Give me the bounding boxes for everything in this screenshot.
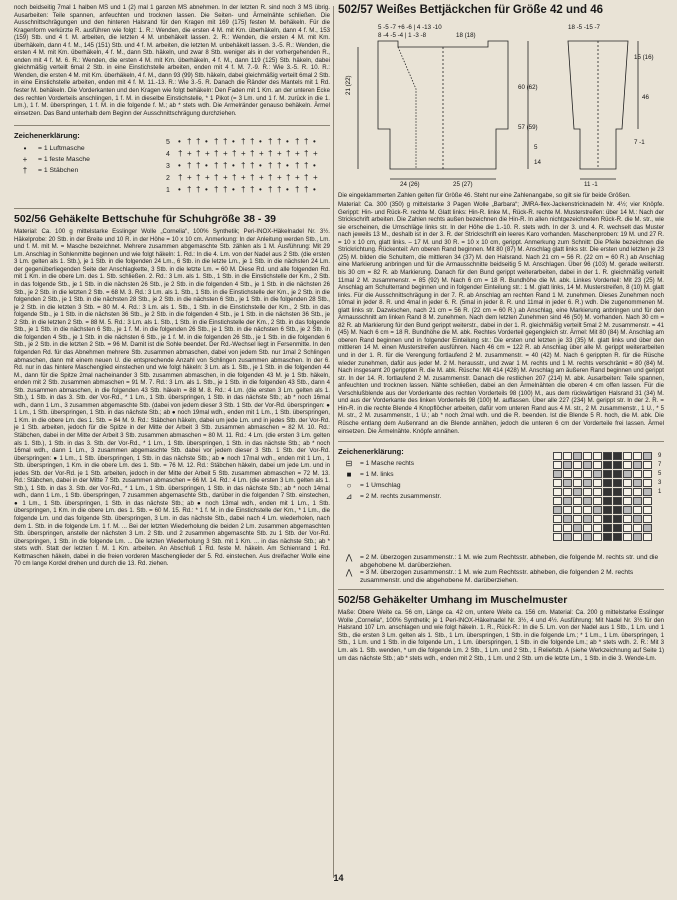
umhang-instructions: Maße: Obere Weite ca. 56 cm, Länge ca. 42 cm, untere Weite ca. 156 cm. Material: Ca. 200 g mittelstarke Esslinger Wolle „Cornelia“, 100% Synthetik; je 1 Peri-INOX-Häkelnadel Nr. 3½, 4 und 4½. Ausführung: Mit Nadel Nr. 3½ für den Halsrand 107 Lm. anschlagen und wie folgt häkeln. 1. R., Rück-R.: In die 5. Lm. von der Nadel aus 1 Stb., 1 Lm. und 1 Stb., die ersten 3 Lm. gelten als 1. Stb., 1 Lm. überspringen, 1 Stb. in die folgende Lm.; * 1 Lm., 1 Lm. überspringen, 1 Stb., 1 Lm. und 1 Stb. in die folgende Lm., 1 Lm. überspringen, 1 Stb. in die folgende Lm.; ab * stets wdh. 2. R.: Mit 3 Lm. als 1. Stb. wenden, * um die folgende Lm. 2 Stb., 1 Lm. und 2 Stb., 1 Reliefstb. A (siehe Werkzeichnung auf Seite 1) um das nächste Stb.; ab * stets wdh., enden mit 2 Stb., 1 Lm. und 2 Stb. um die letzte Lm., 1 Stb. in die 3. Wende-Lm. [338, 609, 664, 662]
stitch-mark: • [232, 137, 235, 147]
stitch-mark: + [187, 149, 192, 159]
legend-chain-stitch: • = 1 Luftmasche [14, 144, 330, 155]
stitch-mark: † [187, 161, 192, 171]
stitch-mark: • [232, 185, 235, 195]
chart-cell [563, 470, 572, 478]
chart-cell [583, 533, 592, 541]
row-label: 2 [166, 175, 170, 183]
chart-cell [563, 524, 572, 532]
chart-cell [643, 470, 652, 478]
chart-cell [583, 479, 592, 487]
stitch-mark: † [214, 185, 219, 195]
chart-cell [593, 452, 602, 460]
stitch-mark: † [187, 185, 192, 195]
chart-cell [573, 515, 582, 523]
yarn-over-icon: ○ [346, 480, 352, 490]
schematic-label: 57 (59) [518, 124, 538, 131]
stitch-mark: † [223, 137, 228, 147]
stitch-mark: † [178, 149, 183, 159]
stitch-mark: + [205, 149, 210, 159]
stitch-mark: † [241, 137, 246, 147]
chart-cell [613, 452, 622, 460]
chart-cell [643, 488, 652, 496]
stitch-mark: † [241, 185, 246, 195]
stitch-mark: + [295, 173, 300, 183]
stitch-mark: † [286, 173, 291, 183]
legend-sk2p: ⋀ = 3 M. überzogen zusammenstr.: 1 M. wie zum Rechtsstr. abheben, die folgenden 2 M. rechts zusammenstr. und die abgehobene M. darüberziehen. [338, 569, 664, 584]
stitch-mark: † [295, 137, 300, 147]
chart-cell [633, 452, 642, 460]
legend-title: Zeichenerklärung: [338, 447, 404, 457]
chart-cell [623, 533, 632, 541]
schematic-label: 21 (22) [345, 75, 352, 95]
chart-cell [573, 488, 582, 496]
stitch-mark: • [259, 137, 262, 147]
chart-cell [603, 506, 612, 514]
stitch-mark: † [304, 173, 309, 183]
stitch-mark: † [268, 185, 273, 195]
chart-cell [583, 452, 592, 460]
chart-cell [633, 479, 642, 487]
stitch-mark: + [259, 173, 264, 183]
stitch-mark: + [223, 173, 228, 183]
chart-cell [613, 488, 622, 496]
stitch-mark: • [286, 137, 289, 147]
stitch-mark: • [178, 161, 181, 171]
jacket-schematic [338, 19, 664, 189]
crochet-diagram [164, 134, 324, 196]
bettschuhe-instructions: Material: Ca. 100 g mittelstarke Esslinger Wolle „Cornelia“, 100% Synthetik; Peri-INOX-Häkelnadel Nr. 3½. Häkelprobe: 20 Stb. in der Breite und 10 R. in der Höhe = 10 x 10 cm. Anmerkung: In der Anleitung werden Stb., Lm. und f. M. mit M. = Masche bezeichnet. Mehrere zusammen abgemaschte Stb. zählen als 1 M. Ausführung: Mit 29 Lm. Anschlag in Sohlenmitte beginnen und wie folgt häkeln: 1. Rd.: In die 4. Lm. von der Nadel aus 2 Stb. (die ersten 3 Lm. gelten als 1. Stb.), je 1 Stb. in die folgenden 24 Lm., 6 Stb. in die letzte Lm., je 1 Stb. in die nächsten 24 Lm. der gegenüberliegenden Seite der Anschlagkette, 3 Stb. in die letzte Lm. = 60 M. Diese Rd. und alle folgenden Rd. mit 1 Km. in die obere Lm. des 1. Stb. schließen. 2. Rd.: 3 Lm. als 1. Stb., 1 Stb. in die Einstichstelle der Km., 2 Stb. in das folgende Stb., je 1 Stb. in die nächsten 26 Stb., je 2 Stb. in die folgenden 4 Stb., je 1 Stb. in die nächsten 26 Stb., je 2 Stb. in die letzten 2 Stb. = 68 M. 3. Rd.: 3 Lm. als 1. Stb., 1 Stb. in die Einstichstelle der Km., je 2 Stb. in die folgenden 2 Stb., je 1 Stb. in die nächsten 28 Stb., je 2 Stb. in die nächsten 6 Stb., je 1 Stb. in die folgenden 28 Stb., je 2 Stb. in die letzten 3 Stb. = 80 M. 4. Rd.: 3 Lm. als 1. Stb., 1 Stb. in die Einstichstelle der Km., 2 Stb. in das folgende Stb., je 1 Stb. in die nächsten 36 Stb., je 2 Stb. in die folgenden 4 Stb., je 1 Stb. in die nächsten 36 Stb., je 2 Stb. in die letzten 2 Stb. = 88 M. 5. Rd.: 3 Lm. als 1. Stb., 1 Stb. in die Einstichstelle der Km., 2 Stb. in das folgende Stb., je 1 Stb. in die nächsten 6 Stb., je 1 f. M. in die folgenden 26 Stb., je 1 Stb. in die nächsten 6 Stb., je 2 Stb. in die folgenden 4 Stb., je 1 Stb. in die nächsten 6 Stb., je 1 f. M. in die folgenden 26 Stb., je 1 Stb. in die folgenden 6 Stb., je 2 Stb. in die letzten 2 Stb. = 96 M. Damit ist die Sohle beendet. Der Rd.-Wechsel liegt in Fersenmitte. In den folgenden Rd. für das Abnehmen mehrere Stb. zusammen abmaschen, dabei von jedem Stb. nur 1mal 2 Schlingen abmaschen, dann mit einem neuen U. die entsprechende Anzahl von Schlingen zusammen abmaschen. In der 6. Rd. nur in das hintere Maschenglied einstechen und wie folgt häkeln: 3 Lm. als 1. Stb., je 1 Stb. in die folgenden 44 M., dann für die Spitze 2mal nacheinander 3 Stb. zusammen abmaschen, in die folgenden 43 M. je 1 Stb. häkeln, enden mit 2 Stb. zusammen abmaschen = 91 M. 7. Rd.: 3 Lm. als 1. Stb., je 1 Stb. in die folgenden 43 Stb., dann 4 Stb. zusammen abmaschen, in die folgenden 43 Stb. häkeln = 88 M. 8. Rd.: 4 Lm. (die ersten 3 Lm. gelten als 1. Stb.), 1 Stb. in das 3. Stb. der Vor-Rd., * 1 Lm., 1 Stb. überspringen, 1 Stb. in das nächste Stb.; ab * noch 16mal wdh., dann 1 Lm., 3 zusammen abgemaschte Stb. (dabei von jedem dieser 3 Stb. 1 Stb. der Vor-Rd. überspringen: ● 1 Lm., 1 Stb. überspringen, 1 Stb. in das nächste Stb.; ab ● noch 19mal wdh., enden mit 1 Lm., 1 Stb. überspringen, 1 Km. in die obere Lm. des 1. Stb. = 84 M. 9. Rd.: Stäbchen häkeln, dabei um jede Lm. und in jedes Stb. der Vor-Rd. je 1 Stb. arbeiten, jedoch für die Spitze in der Mitte der Arbeit 3 Stb. zusammen abmaschen = 82 M. 10. Rd.: Stäbchen, dabei in der Mitte der Arbeit 3 Stb. zusammen abmaschen = 80 M. 11. Rd.: 4 Lm. (die ersten 3 Lm. gelten als 1. Stb.), 1 Stb. in das 3. Stb. der Vor-Rd., * 1 Lm., 1 Stb. überspringen, 1 Stb. in das nächste Stb.; ab * noch 16mal wdh., dann 1 Lm., 3 zusammen abgemaschte Stb. dabei vor jedem dieser 3 Stb. 1 Stb. der Vor-Rd. überspringen: ● 1 Lm., 1 Stb. überspringen, 1 Stb. in das nächste Stb.; ab ● noch 17mal wdh., enden mit 1 Lm., 1 Stb. überspringen, 1 Km. in die obere Lm. des 1. Stb. = 76 M. 12. Rd.: Stäbchen häkeln, dabei um jede Lm. und in jedes Stb. der Vor-Rd. je 1 Stb. arbeiten, jedoch in der Mitte der Arbeit 5 Stb. zusammen abmaschen = 72 M. 13. Rd.: Stäbchen, dabei in der Mitte 7 Stb. zusammen abmaschen = 66 M. 14. Rd.: 4 Lm. (die ersten 3 Lm. gelten als 1. Stb.), 1 Stb. in das 3. Stb. der Vor-Rd., * 1 Lm., 1 Stb. überspringen, 1 Stb. in das nächste Stb.; ab * noch 14mal wdh., dann 1 Lm., 1 Stb. überspringen, 7 zusammen abgemaschte Stb., darüber in die folgenden 7 Stb. einstechen, ● 1 Lm., 1 Stb. überspringen, 1 Stb. in das nächste Stb.; ab ● noch 13mal wdh., enden mit 1 Lm., 1 Stb. überspringen, 1 Km. in die obere Lm. des 1. Stb. = 60 M. 15. Rd.: * 1 f. M. in die Einstichstelle der Km., * 1 Lm., die folgende Lm. und das folgende Stb. überspringen, 3 Lm. in das nächste Stb., dabei nach 4 Lm. wiederholen, nach dem 1. Stb. in die folgende Lm. 1 f. M. ... Bei der letzten Wiederholung die beiden 2 Lm. zusammen abgemaschten Stb. überspringen, anstelle der nächsten 3 Lm. 2 Stb. und 2 zusammen abgemaschte Stb. zu 1 Stb. der Vor-Rd. überspringen, 1 Stb. in die folgende Lm. ... Die letzten Wiederholung 3 Stb. mit 1 Km. ... in das nächste Stb.; ab * stets wdh. Statt der letzten f. M. 1 Km. arbeiten. An Abschluß 1 Rd. feste M. häkeln. Am Schienrand 1 Rd. Kettmaschen häkeln, dabei in die freien vorderen Maschenglieder der 5. Rd. einstechen. Aus dreifacher Wolle eine 70 cm lange Kordel drehen und durch die 13. Rd. ziehen. [14, 228, 330, 568]
stitch-mark: † [214, 161, 219, 171]
stitch-mark: † [304, 185, 309, 195]
legend-k2tog: ⊿ = 2 M. rechts zusammenstr. [338, 493, 543, 504]
chart-cell [633, 515, 642, 523]
chart-cell [573, 524, 582, 532]
row-label: 5 [166, 139, 170, 147]
chart-cell [563, 479, 572, 487]
schematic-label: 5 -5 -7 +6 -6 | 4 -13 -10 [378, 24, 442, 31]
purl-stitch-icon: ■ [346, 469, 352, 479]
chart-cell [603, 515, 612, 523]
stitch-mark: † [250, 149, 255, 159]
chart-cell [593, 470, 602, 478]
chart-cell [633, 488, 642, 496]
stitch-mark: • [286, 161, 289, 171]
stitch-mark: + [241, 149, 246, 159]
stitch-mark: † [304, 137, 309, 147]
chart-cell [563, 515, 572, 523]
stitch-mark: • [259, 161, 262, 171]
chart-cell [643, 479, 652, 487]
chart-cell [633, 461, 642, 469]
chart-cell [593, 533, 602, 541]
divider [338, 589, 664, 590]
schematic-label: 7 -1 [634, 139, 645, 146]
chart-cell [643, 452, 652, 460]
stitch-mark: † [232, 173, 237, 183]
chart-cell [583, 470, 592, 478]
chart-cell [613, 479, 622, 487]
section-title-502-56: 502/56 Gehäkelte Bettschuhe für Schuhgröße 38 - 39 [14, 213, 277, 226]
chart-cell [623, 497, 632, 505]
schematic-label: 5 [534, 144, 538, 151]
chain-stitch-icon: • [23, 144, 27, 154]
chart-cell [553, 506, 562, 514]
chart-cell [633, 497, 642, 505]
schematic-label: 24 (26) [400, 181, 420, 188]
stitch-mark: † [277, 185, 282, 195]
chart-cell [573, 506, 582, 514]
stitch-mark: † [268, 137, 273, 147]
stitch-mark: • [178, 185, 181, 195]
stitch-mark: † [250, 173, 255, 183]
chart-cell [593, 479, 602, 487]
stitch-mark: • [313, 161, 316, 171]
legend-skp: ⋀ = 2 M. überzogen zusammenstr.: 1 M. wie zum Rechtsstr. abheben, die folgende M. rechts str. und die abgehobene M. darüberziehen. [338, 554, 664, 569]
stitch-mark: † [304, 161, 309, 171]
chart-cell [643, 497, 652, 505]
stitch-mark: • [259, 185, 262, 195]
chart-cell [643, 461, 652, 469]
chart-cell [623, 524, 632, 532]
chart-cell [563, 461, 572, 469]
stitch-mark: + [277, 173, 282, 183]
schematic-caption: Die eingeklammerten Zahlen gelten für Größe 46. Steht nur eine Zahlenangabe, so gilt sie für beide Größen. [338, 191, 631, 199]
stitch-mark: † [196, 149, 201, 159]
bettjaeckchen-instructions: Material: Ca. 300 (350) g mittelstarke 3 Pagen Wolle „Barbara“; JMRA-flex-Jackenstricknadeln Nr. 4½; vier Knöpfe. Gerippt: Hin- und Rück-R. rechte M. Glatt links: Hin-R. linke M., Rück-R. rechte M. Musterstreifen: über 14 M.: Nach der Strickschrift arbeiten. Die Zahlen rechts außen bezeichnen die Hin-R. In allen nichtgezeichneten Rück-R. die M. str., wie sie erscheinen, die Umschläge links str. In der Höhe die 1.-10. R. stets wdh. In der 3. und 4. R. wechselt das Muster nach jeweils 13 M., deshalb ist in der 3. R. der Strickschrift ein leeres Karo vorhanden. Maschenproben: 19 M. und 27 R. = 10 x 10 cm, glatt links. – 17 M. und 30 R. = 10 x 10 cm, gerippt. Anmerkung zum Schnitt: Die Pfeile bezeichnen die Strickrichtung. Rückenteil: Am oberen Rand beginnen. Mit 80 (87) M. Anschlag glatt links str. Die ersten und letzten je 23 (25) M. bilden die Schultern, die mittleren 34 (37) M. den Halsrand. Nach 21 cm = 56 R. (22 cm = 60 R.) ab Anschlag eine Markierung anbringen und für die Armausschnitte beidseitig 5 M. Anschlagen. Über 96 (103) M. gerade weiterstr. bis 30 cm = 82 R. ab Markierung. Danach für den Bund gerippt weiterarbeiten, dabei in der 1. R. gleichmäßig verteilt 11mal 2 M. zusammenstr. = 85 (92) M. Nach 6 cm = 18 R. Bundhöhe die M. abk. Linkes Vorderteil: Mit 23 (25) M. Anschlag am Schulterrand beginnen und in folgender Einteilung str.: 1 M. glatt links, 14 M. Musterstreifen, 8 (10) M. glatt links. Für die Ausschnittschrägung in der 7. R. ab Anschlag am rechten Rand 1 M. zunehmen. Dieses Zunehmen noch 10mal in jeder 8. R. und 4mal in jeder 6. R. (5mal in jeder 8. R. und 11mal in jeder 6. R.) wdh. Die zugenommenen M. glatt links str. Dazwischen, nach 21 cm = 56 R. (22 cm = 60 R.) ab Anschlag, eine Markierung anbringen und für den Armausschnitt am linken Rand 8 M. zunehmen. Nach dem letzten Zunehmen sind 46 (50) M. vorhanden. Nach 30 cm = 82 R. ab Markierung für den Bund gerippt weiterstr., dabei in der 1. R. gleichmäßig verteilt 5mal 2 M. zusammenstr. = 41 (45) M. Nach 6 cm = 18 R. Bundhöhe die M. abk. Rechtes Vorderteil gegengleich str. Ärmel: Mit 80 (84) M. Anschlag am oberen Rand beginnen und in folgender Einteilung str.: Die ersten und letzten je 33 (35) M. glatt links und über den mittleren 14 M. einen Musterstreifen ausführen. Nach 46 cm = 122 R. ab Anschlag über alle M. gerippt weiterarbeiten und in der 1. R. für die Verengung fortlaufend 2 M. zusammenstr. = 40 (42) M. Nach 6 gerippten R. für die Rüsche wieder zunehmen, dafür aus jeder M. 2 M. herausstr., und zwar 1 M. rechts und 1 M. rechts verschränkt = 80 (84) M. Nach insgesamt 20 gerippten R. die M. abk. Rüsche: Mit 414 (428) M. Anschlag am äußeren Rand beginnen und gerippt str. In der 14. R. fortlaufend 2 M. zusammenstr. Danach die restlichen 207 (214) M. abk. Ausarbeiten: Teile spannen, anfeuchten und trocknen lassen. Nähte schließen, dabei an den Ärmelnähten die oberen 4 cm offen lassen. Für die Verschlußblende aus der Vorderkante des rechten Vorderteils 98 (100) M., aus dem rückwärtigen Halsrand 31 (34) M. und aus der Vorderkante des linken Vorderteils 98 (100) M. auffassen. Über alle 227 (234) M. gerippt str. In der 2. R. = Hin-R. in die rechte Blende 4 Knopflöcher arbeiten, dafür vom unteren Rand aus 4 M. str., 2 M. zusammenstr., 1 U., * 5 M. str., 2 M. zusammenstr., 1 U.; ab * noch 2mal wdh. und die R. beenden. Ist die Blende 5 R. hoch, die M. abk. Die Rüsche entlang dem Außenrand an die Blende annähen, jedoch die unteren 6 cm der Vorderteile frei lassen. Ärmel einsetzen. Die Ärmelnähte. Knöpfe annähen. [338, 201, 664, 435]
schematic-label: 14 [534, 159, 541, 166]
stitch-mark: • [232, 161, 235, 171]
chart-cell [553, 524, 562, 532]
chart-cell [613, 533, 622, 541]
knit-chart-area [338, 448, 664, 568]
stitch-mark: + [223, 149, 228, 159]
legend-double-crochet: † = 1 Stäbchen [14, 166, 330, 177]
knitting-chart-grid [553, 452, 652, 541]
column-divider [333, 6, 334, 878]
divider [338, 441, 664, 442]
k2tog-icon: ⊿ [345, 491, 353, 501]
schematic-label: 46 [642, 94, 649, 101]
chart-cell [553, 488, 562, 496]
section-title-502-58: 502/58 Gehäkelter Umhang im Muschelmuster [338, 594, 568, 607]
stitch-mark: † [214, 137, 219, 147]
chart-cell [573, 470, 582, 478]
chart-cell [613, 524, 622, 532]
chart-cell [623, 506, 632, 514]
chart-cell [603, 470, 612, 478]
stitch-mark: † [268, 173, 273, 183]
legend-yarn-over: ○ = 1 Umschlag [338, 482, 543, 493]
chart-cell [613, 515, 622, 523]
chart-cell [613, 461, 622, 469]
stitch-mark: † [223, 161, 228, 171]
chart-cell [633, 524, 642, 532]
stitch-mark: † [277, 161, 282, 171]
chart-cell [563, 506, 572, 514]
chart-cell [563, 533, 572, 541]
chart-cell [583, 497, 592, 505]
left-column [14, 0, 330, 568]
stitch-mark: † [241, 161, 246, 171]
stitch-mark: + [313, 149, 318, 159]
stitch-mark: • [205, 185, 208, 195]
chart-cell [603, 533, 612, 541]
stitch-mark: + [205, 173, 210, 183]
chart-cell [643, 515, 652, 523]
stitch-mark: † [304, 149, 309, 159]
chart-cell [603, 452, 612, 460]
stitch-mark: † [214, 149, 219, 159]
stitch-mark: † [268, 149, 273, 159]
row-label: 3 [166, 163, 170, 171]
sk2p-icon: ⋀ [345, 568, 353, 578]
chart-cell [573, 533, 582, 541]
stitch-mark: • [178, 137, 181, 147]
knit-stitch-icon: ⊟ [345, 458, 353, 468]
schematic-label: 15 (16) [634, 54, 654, 61]
stitch-mark: † [268, 161, 273, 171]
chart-cell [593, 506, 602, 514]
chart-cell [603, 524, 612, 532]
stitch-mark: † [223, 185, 228, 195]
chart-cell [633, 533, 642, 541]
mantel-finish-text: noch beidseitig 7mal 1 halben MS und 1 (2) mal 1 ganzen MS abnehmen. In der letzten R. sind noch 3 MS übrig. Ausarbeiten: Teile spannen, anfeuchten und trocknen lassen. Die Seiten- und Ärmelnähte schließen. Die Ausschnittschrägungen und den hinteren Halsrand für den Kragen mit 169 (175) festen M. behäkeln. Für die Kragenform verkürzte R. ausführen wie folgt: 1. R.: Wenden, die ersten 4 M. mit Km. überhäkeln, dann 4 f. M., 153 (159) Stb. und 4 f. M. arbeiten, die letzten 4 M. unbehäkelt lassen. 2. R.: Wenden, die ersten 4 M. mit Km. überhäkeln, dann 4 f. M., 145 (151) Stb. und 4 f. M. arbeiten, die letzten M. unbehäkelt lassen. 3.-5. R.: Wenden, die ersten 4 M. mit Km. überhäkeln, 4 f. M., dann Stb. häkeln, und zwar 8 Stb. weniger als in der vorhergehenden R., enden mit 4 f. M. 6. R.: Wenden, die ersten 4 M. mit Km. überhäkeln, 4 f. M., dann 119 (125) Stb. häkeln, dabei gleichmäßig verteilt 6mal 2 Stb. in eine Einstichstelle arbeiten, enden mit 4 f. M. 7.-9. R.: Wie 3.-5. R. 10. R.: Wenden, die ersten 4 M. mit Km. überhäkeln, 4 f. M., dann 93 (99) Stb. häkeln, dabei gleichmäßig verteilt 6mal 2 Stb. in eine Einstichstelle arbeiten, enden mit 4 f. M. 11.-13. R.: Wie 3.-5. R. Danach die Ränder des Mantels mit 1 Rd. fester M. behäkeln. Die Vorderkanten und den Kragen wie folgt behäkeln: Den Faden mit 1 Km. an der unteren Ecke des rechten Vorderteils anschlingen, 1 f. M. in dieselbe Einstichstelle, * 1 Pikot (= 3 Lm. und 1 f. M. zurück in die 1. Lm.), 1 f. M. überspringen, 1 f. M. in die folgende f. M.; ab * stets wdh. Die Armelränder genauso behäkeln. Ärmel einsetzen. Das Band unterhalb dem Beginn der Ausschnittschrägung durchziehen. [14, 4, 330, 117]
page-number: 14 [333, 873, 344, 883]
schematic-label: 8 -4 -5 -4 | 1 -3 -8 [378, 32, 427, 39]
chart-cell [553, 479, 562, 487]
chart-cell [603, 461, 612, 469]
stitch-mark: • [313, 137, 316, 147]
stitch-mark: † [250, 185, 255, 195]
section-title-502-57: 502/57 Weißes Bettjäckchen für Größe 42 und 46 [338, 4, 604, 16]
stitch-mark: • [313, 185, 316, 195]
chart-cell [593, 461, 602, 469]
stitch-mark: + [277, 149, 282, 159]
row-label: 4 [166, 151, 170, 159]
chart-cell [603, 497, 612, 505]
schematic-label: 60 (62) [518, 84, 538, 91]
divider [14, 125, 330, 126]
stitch-legend-area [14, 132, 330, 204]
stitch-mark: † [232, 149, 237, 159]
stitch-mark: • [205, 137, 208, 147]
chart-cell [623, 452, 632, 460]
legend-purl-stitch: ■ = 1 M. links [338, 471, 543, 482]
chart-cell [583, 488, 592, 496]
chart-cell [563, 497, 572, 505]
stitch-mark: † [250, 161, 255, 171]
chart-cell [583, 506, 592, 514]
chart-cell [553, 470, 562, 478]
chart-cell [553, 515, 562, 523]
stitch-mark: + [295, 149, 300, 159]
row-label: 1 [166, 187, 170, 195]
chart-cell [583, 461, 592, 469]
schematic-label: 18 -5 -15 -7 [568, 24, 600, 31]
chart-cell [593, 497, 602, 505]
schematic-label: 18 (18) [456, 32, 476, 39]
stitch-mark: † [178, 173, 183, 183]
chart-cell [613, 497, 622, 505]
chart-cell [643, 524, 652, 532]
stitch-mark: + [313, 173, 318, 183]
legend-title: Zeichenerklärung: [14, 131, 80, 141]
stitch-mark: † [277, 137, 282, 147]
chart-cell [633, 506, 642, 514]
chart-cell [613, 506, 622, 514]
chart-cell [563, 488, 572, 496]
chart-cell [623, 515, 632, 523]
chart-cell [573, 497, 582, 505]
stitch-mark: + [241, 173, 246, 183]
chart-cell [603, 488, 612, 496]
chart-cell [553, 461, 562, 469]
stitch-mark: † [250, 137, 255, 147]
chart-cell [643, 533, 652, 541]
chart-cell [623, 470, 632, 478]
chart-cell [573, 452, 582, 460]
stitch-mark: • [286, 185, 289, 195]
stitch-mark: † [286, 149, 291, 159]
right-column [338, 0, 664, 662]
single-crochet-icon: + [22, 155, 28, 165]
skp-icon: ⋀ [345, 553, 353, 563]
chart-cell [643, 506, 652, 514]
chart-cell [613, 470, 622, 478]
knit-legend [338, 460, 543, 504]
stitch-mark: † [196, 161, 201, 171]
chart-cell [623, 488, 632, 496]
schematic-label: 11 -1 [584, 181, 598, 188]
stitch-mark: † [196, 137, 201, 147]
chart-cell [623, 461, 632, 469]
legend-knit-stitch: ⊟ = 1 Masche rechts [338, 460, 543, 471]
stitch-mark: † [196, 173, 201, 183]
chart-cell [583, 524, 592, 532]
chart-cell [553, 533, 562, 541]
stitch-mark: † [295, 185, 300, 195]
stitch-mark: • [205, 161, 208, 171]
legend-single-crochet: + = 1 feste Masche [14, 155, 330, 166]
chart-cell [583, 515, 592, 523]
chart-cell [553, 497, 562, 505]
chart-cell [593, 524, 602, 532]
double-crochet-icon: † [22, 166, 28, 176]
stitch-mark: † [214, 173, 219, 183]
chart-row-numbers: 9 7 5 3 1 [658, 453, 662, 496]
chart-cell [573, 479, 582, 487]
stitch-mark: † [196, 185, 201, 195]
stitch-mark: + [187, 173, 192, 183]
stitch-mark: † [187, 137, 192, 147]
chart-cell [593, 488, 602, 496]
schematic-label: 25 (27) [453, 181, 473, 188]
divider [14, 208, 330, 209]
chart-cell [553, 452, 562, 460]
chart-cell [573, 461, 582, 469]
chart-cell [633, 470, 642, 478]
stitch-mark: † [295, 161, 300, 171]
chart-cell [603, 479, 612, 487]
chart-cell [623, 479, 632, 487]
chart-cell [593, 515, 602, 523]
chart-cell [563, 452, 572, 460]
stitch-mark: + [259, 149, 264, 159]
